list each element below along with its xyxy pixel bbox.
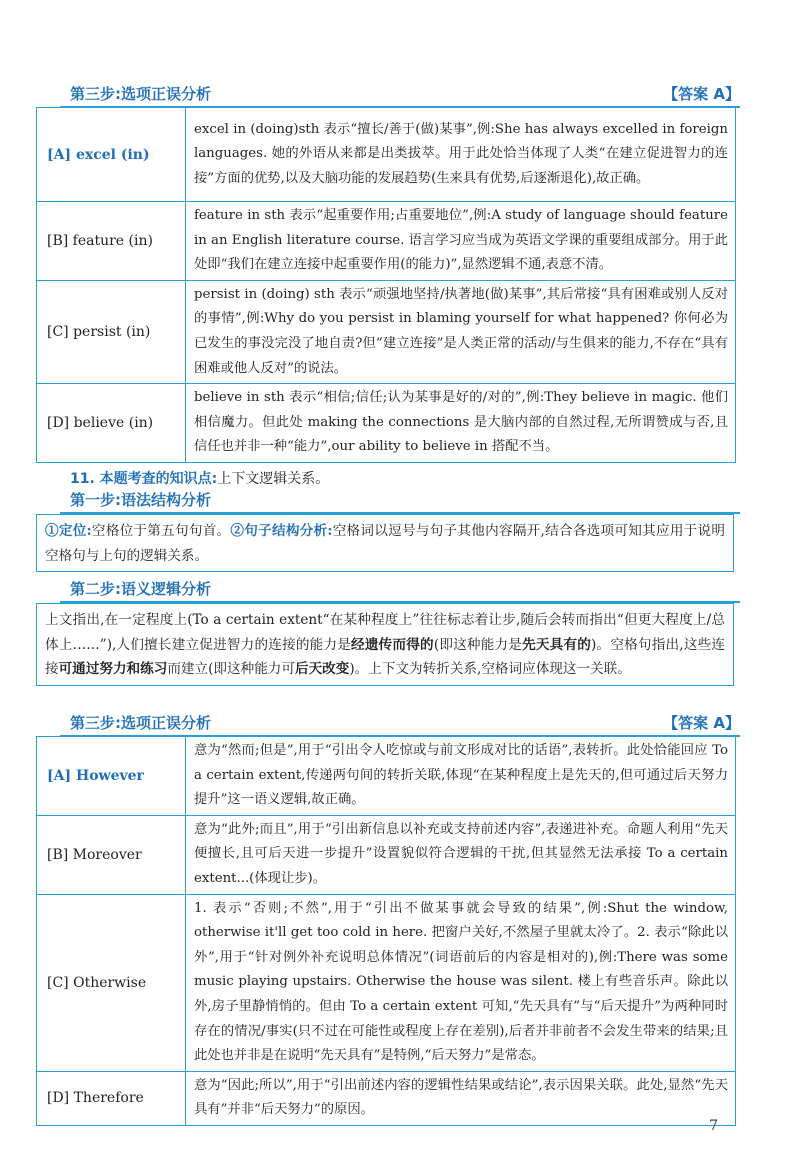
option-analysis-table-q10 <box>36 107 736 463</box>
table-row <box>37 894 736 1071</box>
option-explanation: 意为“然而;但是”,用于“引出令人吃惊或与前文形成对比的话语”,表转折。此处恰能回应 To a certain extent,传递两句间的转折关联,体现“在某种程度上是先天的,但可通过后天努力提升”这一语义逻辑,故正确。 <box>186 737 736 816</box>
semantic-analysis-box <box>36 603 734 686</box>
table-row <box>37 737 736 816</box>
section-title: 第一步:语法结构分析 <box>70 491 211 509</box>
emphasis-text: 后天改变 <box>295 661 350 677</box>
option-label: [B] feature (in) <box>37 202 186 281</box>
table-row <box>37 202 736 281</box>
option-label: [C] persist (in) <box>37 280 186 383</box>
option-label: [A] However <box>37 737 186 816</box>
analysis-text: )。空格句指出,这些连接 <box>45 636 726 677</box>
section-title: 第三步:选项正误分析 <box>70 85 211 103</box>
section-header-step3-q11 <box>60 713 740 737</box>
option-explanation: 意为“因此;所以”,用于“引出前述内容的逻辑性结果或结论”,表示因果关联。此处,显然“先天具有”并非“后天努力”的原因。 <box>186 1071 736 1125</box>
emphasis-text: 先天具有的 <box>522 636 592 653</box>
option-label: [D] believe (in) <box>37 384 186 463</box>
section-header-step3-q10 <box>60 84 740 108</box>
knowledge-point <box>70 470 329 488</box>
option-explanation: excel in (doing)sth 表示“擅长/善于(做)某事”,例:She has always excelled in foreign languages. 她的外语从来都是出类拔萃。用于此处恰当体现了人类“在建立促进智力的连接”方面的优势,以及大脑功能的发展趋势(生来具有优势,后逐渐退化),故正确。 <box>186 108 736 202</box>
option-explanation: feature in sth 表示“起重要作用;占重要地位”,例:A study of language should feature in an English literature course. 语言学习应当成为英语文学课的重要组成部分。用于此处即“我们在建立连接中起重要作用(的能力)”,显然逻辑不通,表意不清。 <box>186 202 736 281</box>
emphasis-text: 经遗传而得的 <box>351 636 434 653</box>
option-analysis-table-q11 <box>36 736 736 1126</box>
option-explanation: 意为“此外;而且”,用于“引出新信息以补充或支持前述内容”,表递进补充。命题人利用“先天便擅长,且可后天进一步提升”设置貌似符合逻辑的干扰,但其显然无法承接 To a certain extent...(体现让步)。 <box>186 815 736 894</box>
option-label: [C] Otherwise <box>37 894 186 1071</box>
question-number: 11. 本题考查的知识点: <box>70 471 218 487</box>
option-explanation: believe in sth 表示“相信;信任;认为某事是好的/对的”,例:They believe in magic. 他们相信魔力。但此处 making the connections 是大脑内部的自然过程,无所谓赞成与否,且信任也并非一种“能力”,our ability to believe in 搭配不当。 <box>186 384 736 463</box>
structure-label: ②句子结构分析: <box>230 523 333 539</box>
option-label: [B] Moreover <box>37 815 186 894</box>
locate-text: 空格位于第五句句首。 <box>91 523 231 539</box>
table-row <box>37 280 736 383</box>
structure-text: 空格词以逗号与句子其他内容隔开,结合各选项可知其应用于说明空格句与上句的逻辑关系。 <box>45 523 725 564</box>
grammar-analysis-box <box>36 514 734 572</box>
option-explanation: persist in (doing) sth 表示“顽强地坚持/执著地(做)某事”,其后常接“具有困难或别人反对的事情”,例:Why do you persist in blaming yourself for what happened? 你何必为已发生的事没完没了地自责?但“建立连接”是人类正常的活动/与生俱来的能力,不存在“具有困难或他人反对”的说法。 <box>186 280 736 383</box>
table-row <box>37 108 736 202</box>
analysis-text: 上文指出,在一定程度上(To a certain extent“在某种程度上”往往标志着让步,随后会转而指出“但更大程度上/总体上……”),人们擅长建立促进智力的连接的能力是 <box>45 612 725 653</box>
table-row <box>37 815 736 894</box>
section-title: 第二步:语义逻辑分析 <box>70 580 211 598</box>
option-label: [A] excel (in) <box>37 108 186 202</box>
section-header-step1 <box>60 490 740 514</box>
table-row <box>37 1071 736 1125</box>
option-explanation: 1. 表示“否则;不然”,用于“引出不做某事就会导致的结果”,例:Shut the window, otherwise it'll get too cold in here. 把窗户关好,不然屋子里就太冷了。2. 表示“除此以外”,用于“针对例外补充说明总体情况”(词语前后的内容是相对的),例:There was some music playing upstairs. Otherwise the house was silent. 楼上有些音乐声。除此以外,房子里静悄悄的。但由 To a certain extent 可知,“先天具有”与“后天提升”为两种同时存在的情况/事实(只不过在可能性或程度上存在差别),后者并非前者不会发生带来的结果;且此处也并非是在说明“先天具有”是特例,“后天努力”是常态。 <box>186 894 736 1071</box>
knowledge-point-text: 上下文逻辑关系。 <box>217 471 330 487</box>
analysis-text: (即这种能力是 <box>433 636 523 653</box>
section-title: 第三步:选项正误分析 <box>70 714 211 732</box>
answer-badge: 【答案 A】 <box>663 85 740 103</box>
table-row <box>37 384 736 463</box>
section-header-step2 <box>60 579 740 603</box>
option-label: [D] Therefore <box>37 1071 186 1125</box>
answer-badge: 【答案 A】 <box>663 714 740 732</box>
emphasis-text: 可通过努力和练习 <box>58 661 168 677</box>
analysis-text: )。上下文为转折关系,空格词应体现这一关联。 <box>349 661 631 677</box>
locate-label: ①定位: <box>45 523 92 539</box>
page-number: 7 <box>709 1118 718 1134</box>
analysis-text: 而建立(即这种能力可 <box>167 661 295 677</box>
